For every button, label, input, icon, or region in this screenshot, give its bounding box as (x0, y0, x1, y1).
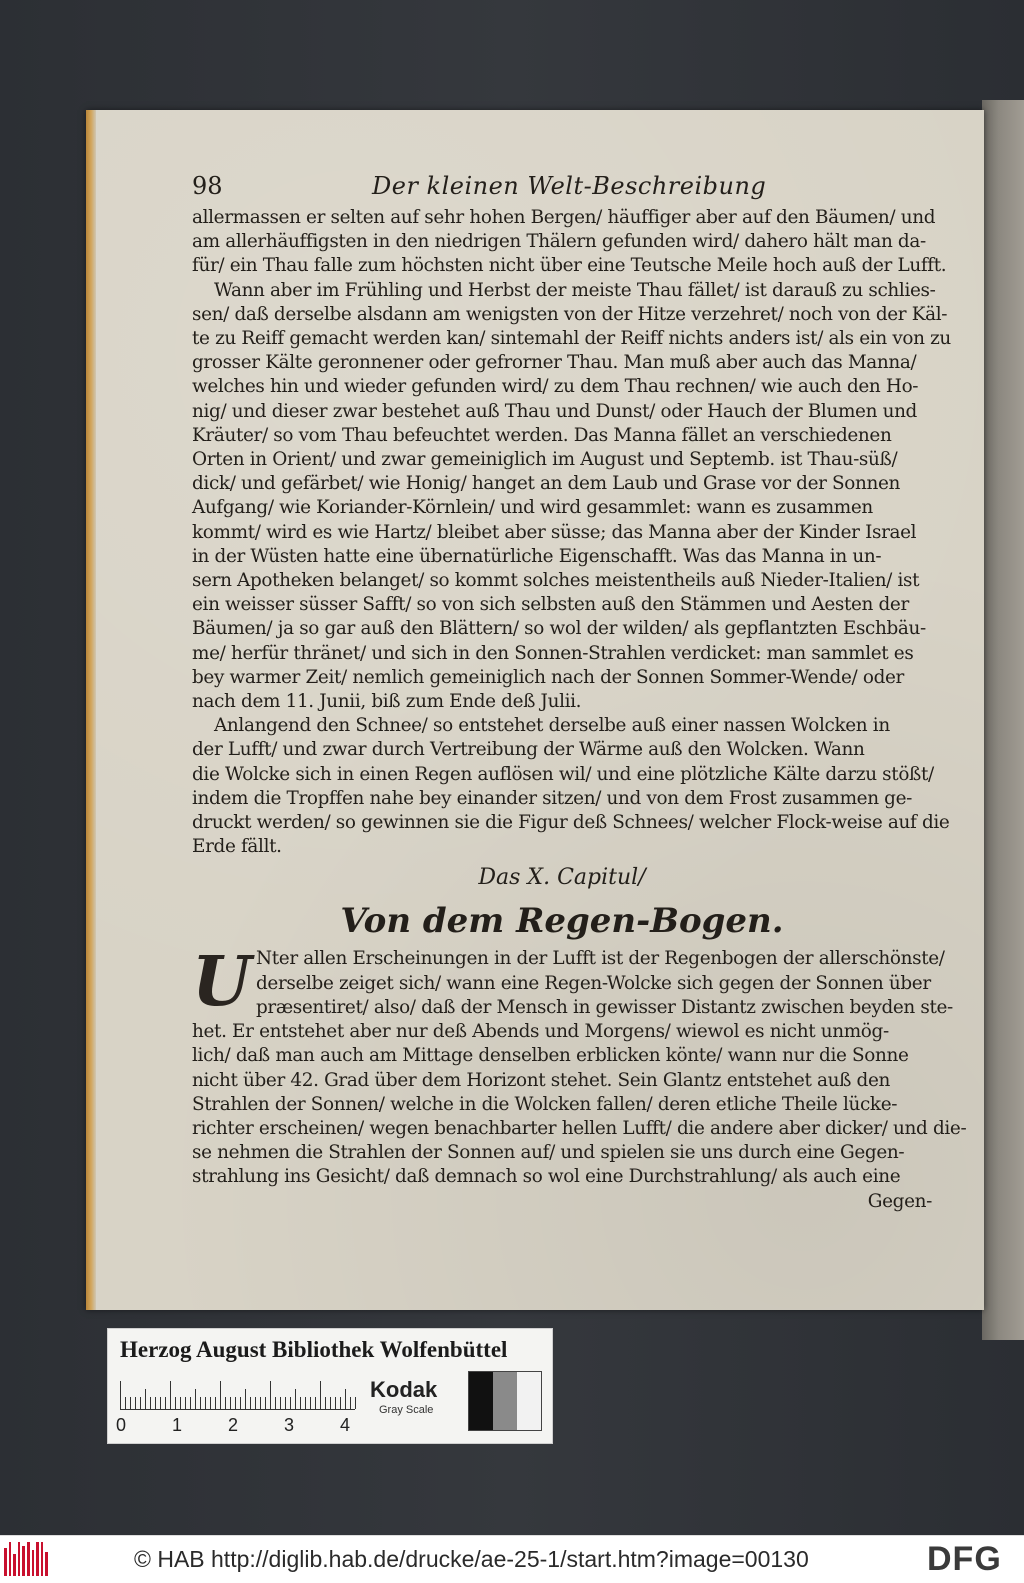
ruler-tick (270, 1381, 271, 1409)
ruler-tick (165, 1397, 166, 1409)
ruler-tick (250, 1397, 251, 1409)
ruler-tick (295, 1389, 296, 1409)
text-line: Kräuter/ so vom Thau befeuchtet werden. Das Manna fället an verschiedenen (192, 424, 892, 446)
text-line: sen/ daß derselbe alsdann am wenigsten von der Hitze verzehret/ noch von der Käl- (192, 303, 948, 325)
text-line: am allerhäuffigsten in den niedrigen Thälern gefunden wird/ dahero hält man da- (192, 231, 926, 253)
ruler-tick (190, 1397, 191, 1409)
ruler-tick (260, 1397, 261, 1409)
text-line: me/ herfür thränet/ und sich in den Sonnen-Strahlen verdicket: man sammlet es (192, 642, 914, 664)
logo-bar (36, 1542, 39, 1576)
ruler-tick (175, 1397, 176, 1409)
gray-patch (469, 1372, 493, 1430)
ruler-tick (245, 1389, 246, 1409)
ruler-label: 1 (172, 1415, 183, 1435)
ruler-tick (155, 1397, 156, 1409)
text-line: richter erscheinen/ wegen benachbarter hellen Lufft/ die andere aber dicker/ und die- (192, 1117, 967, 1139)
ruler-tick (335, 1397, 336, 1409)
text-line: nicht über 42. Grad über dem Horizont stehet. Sein Glantz entstehet auß den (192, 1069, 890, 1091)
text-line: die Wolcke sich in einen Regen auflösen wil/ und eine plötzliche Kälte darzu stößt/ (192, 763, 934, 785)
ruler-tick (265, 1397, 266, 1409)
facing-page-edge (982, 100, 1024, 1340)
text-line: Wann aber im Frühling und Herbst der meiste Thau fället/ ist darauß zu schlies- (214, 279, 936, 301)
ruler-labels (116, 1415, 366, 1437)
page-text (192, 172, 967, 1214)
ruler-tick (210, 1397, 211, 1409)
logo-bar (27, 1542, 30, 1576)
ruler-tick (230, 1397, 231, 1409)
ruler-tick (185, 1397, 186, 1409)
text-line: der Lufft/ und zwar durch Vertreibung der Wärme auß den Wolcken. Wann (192, 739, 865, 761)
ruler-tick (310, 1397, 311, 1409)
page-number: 98 (192, 172, 223, 200)
text-line: sern Apotheken belanget/ so kommt solches meistentheils auß Nieder-Italien/ ist (192, 570, 920, 592)
text-line: für/ ein Thau falle zum höchsten nicht über eine Teutsche Meile hoch auß der Lufft. (192, 255, 947, 277)
ruler-tick (145, 1389, 146, 1409)
footer-bar (0, 1535, 1024, 1583)
ruler-tick (340, 1397, 341, 1409)
text-line: druckt werden/ so gewinnen sie die Figur deß Schnees/ welcher Flock-weise auf die (192, 812, 950, 834)
scale-ruler (120, 1379, 355, 1410)
ruler-tick (205, 1397, 206, 1409)
gray-patch (517, 1372, 541, 1430)
ruler-label: 0 (116, 1415, 127, 1435)
ruler-tick (285, 1397, 286, 1409)
footer-credit-link[interactable]: © HAB http://diglib.hab.de/drucke/ae-25-1/start.htm?image=00130 (134, 1546, 809, 1572)
ruler-tick (350, 1397, 351, 1409)
text-line: het. Er entstehet aber nur deß Abends und Morgens/ wiewol es nicht unmög- (192, 1021, 889, 1043)
logo-bar (4, 1548, 7, 1576)
text-line: Anlangend den Schnee/ so entstehet derselbe auß einer nassen Wolcken in (214, 715, 890, 737)
ruler-tick (120, 1381, 121, 1409)
text-line: welches hin und wieder gefunden wird/ zu dem Thau rechnen/ wie auch den Ho- (192, 376, 919, 398)
ruler-tick (135, 1397, 136, 1409)
ruler-tick (150, 1397, 151, 1409)
logo-bar (22, 1546, 25, 1576)
ruler-tick (200, 1397, 201, 1409)
text-line: ein weisser süsser Safft/ so von sich selbsten auß den Stämmen und Aesten der (192, 594, 909, 616)
ruler-tick (220, 1381, 221, 1409)
ruler-tick (290, 1397, 291, 1409)
library-name: Herzog August Bibliothek Wolfenbüttel (120, 1337, 508, 1362)
ruler-tick (305, 1397, 306, 1409)
ruler-tick (330, 1397, 331, 1409)
text-line: Bäumen/ ja so gar auß den Blättern/ so wol der wilden/ als gepflantzten Eschbäu- (192, 618, 926, 640)
ruler-tick (180, 1397, 181, 1409)
ruler-label: 4 (340, 1415, 351, 1435)
gray-patch (493, 1372, 517, 1430)
color-calibration-card (107, 1328, 553, 1444)
text-line: Aufgang/ wie Koriander-Körnlein/ und wird gesammlet: wann es zusammen (192, 497, 873, 519)
page-header (192, 172, 932, 206)
text-line: nig/ und dieser zwar bestehet auß Thau und Dunst/ oder Hauch der Blumen und (192, 400, 917, 422)
text-line: kommt/ wird es wie Hartz/ bleibet aber süsse; das Manna aber der Kinder Israel (192, 521, 917, 543)
text-line: allermassen er selten auf sehr hohen Bergen/ häuffiger aber auf den Bäumen/ und (192, 207, 936, 228)
gray-patches (468, 1371, 542, 1431)
ruler-tick (170, 1381, 171, 1409)
page-gilt-edge (86, 110, 96, 1310)
ruler-tick (235, 1397, 236, 1409)
text-line: strahlung ins Gesicht/ daß demnach so wol eine Durchstrahlung/ als auch eine (192, 1166, 901, 1188)
text-line: te zu Reiff gemacht werden kan/ sintemahl der Reiff nichts anders ist/ als ein von zu (192, 328, 951, 350)
catchword: Gegen- (867, 1190, 932, 1212)
text-line: Erde fällt. (192, 836, 282, 858)
drop-cap: U (192, 942, 252, 1023)
ruler-tick (345, 1389, 346, 1409)
text-line: Orten in Orient/ und zwar gemeiniglich im August und Septemb. ist Thau-süß/ (192, 449, 898, 471)
ruler-label: 2 (228, 1415, 239, 1435)
ruler-tick (255, 1397, 256, 1409)
ruler-tick (355, 1397, 356, 1409)
logo-bar (41, 1542, 44, 1576)
ruler-tick (140, 1397, 141, 1409)
chapter-title: Von dem Regen-Bogen. (340, 901, 784, 942)
text-line: lich/ daß man auch am Mittage denselben erblicken könte/ wann nur die Sonne (192, 1045, 909, 1067)
ruler-tick (215, 1397, 216, 1409)
ruler-tick (195, 1389, 196, 1409)
ruler-tick (125, 1397, 126, 1409)
text-line: nach dem 11. Junii, biß zum Ende deß Julii. (192, 691, 582, 713)
ruler-tick (320, 1381, 321, 1409)
gray-scale-label: Gray Scale (379, 1404, 434, 1416)
text-line: indem die Tropffen nahe bey einander sitzen/ und von dem Frost zusammen ge- (192, 787, 912, 809)
logo-bar (18, 1542, 21, 1576)
hab-barcode-icon (4, 1542, 48, 1576)
text-line: grosser Kälte geronnener oder gefrorner Thau. Man muß aber auch das Manna/ (192, 352, 917, 374)
text-line: se nehmen die Strahlen der Sonnen auf/ und spielen sie uns durch eine Gegen- (192, 1142, 905, 1164)
text-line: Nter allen Erscheinungen in der Lufft ist der Regenbogen der allerschönste/ (256, 948, 945, 970)
ruler-tick (130, 1397, 131, 1409)
text-line: dick/ und gefärbet/ wie Honig/ hanget an dem Laub und Grase vor der Sonnen (192, 473, 901, 495)
ruler-label: 3 (284, 1415, 295, 1435)
text-line: bey warmer Zeit/ nemlich gemeiniglich nach der Sonnen Sommer-Wende/ oder (192, 666, 904, 688)
logo-bar (32, 1550, 35, 1576)
text-line: Strahlen der Sonnen/ welche in die Wolcken fallen/ deren etliche Theile lücke- (192, 1093, 898, 1115)
ruler-tick (275, 1397, 276, 1409)
ruler-tick (280, 1397, 281, 1409)
chapter-number: Das X. Capitul/ (478, 865, 646, 891)
body-text-bottom (192, 942, 967, 1189)
ruler-tick (300, 1397, 301, 1409)
kodak-logo: Kodak (370, 1377, 438, 1402)
ruler-tick (160, 1397, 161, 1409)
running-head: Der kleinen Welt-Beschreibung (372, 172, 767, 200)
text-line: derselbe zeiget sich/ wann eine Regen-Wolcke sich gegen der Sonnen über (256, 972, 931, 994)
logo-bar (9, 1542, 12, 1576)
text-line: præsentiret/ also/ daß der Mensch in gewisser Distantz zwischen beyden ste- (256, 996, 953, 1018)
ruler-tick (315, 1397, 316, 1409)
text-line: in der Wüsten hatte eine übernatürliche Eigenschafft. Was das Manna in un- (192, 545, 882, 567)
ruler-tick (240, 1397, 241, 1409)
logo-bar (13, 1554, 16, 1576)
body-text-top (192, 206, 951, 859)
logo-bar (45, 1552, 48, 1576)
dfg-logo: DFG (927, 1540, 1002, 1578)
ruler-tick (225, 1397, 226, 1409)
ruler-tick (325, 1397, 326, 1409)
